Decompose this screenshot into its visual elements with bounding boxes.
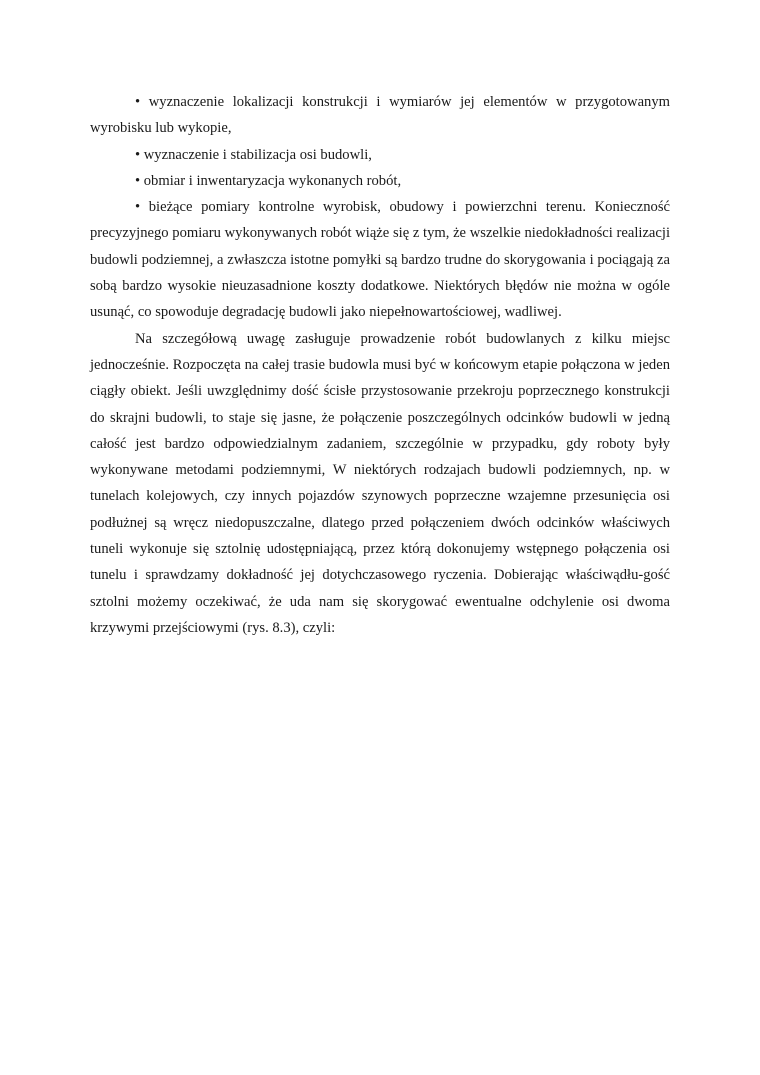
document-page <box>90 89 670 641</box>
bullet-item: • wyznaczenie lokalizacji konstrukcji i wymiarów jej elementów w przygotowanym wyrobisku lub wykopie, <box>90 94 670 137</box>
bullet-item: • wyznaczenie i stabilizacja osi budowli, <box>135 146 372 163</box>
bullet-item: • bieżące pomiary kontrolne wyrobisk, obudowy i powierzchni terenu. Konieczność precyzyjnego pomiaru wykonywanych robót wiąże się z tym, że wszelkie niedokładności realizacji budowli podziemnej, a zwłaszcza istotne pomyłki są bardzo trudne do skorygowania i pociągają za sobą bardzo wysokie nieuzasadnione koszty dodatkowe. Niektórych błędów nie można w ogóle usunąć, co spowoduje degradację budowli jako niepełnowartościowej, wadliwej. <box>90 199 670 321</box>
bullet-item: • obmiar i inwentaryzacja wykonanych robót, <box>135 172 402 189</box>
body-paragraph: Na szczegółową uwagę zasługuje prowadzenie robót budowlanych z kilku miejsc jednocześnie. Rozpoczęta na całej trasie budowla musi być w końcowym etapie połączona w jeden ciągły obiekt. Jeśli uwzględnimy dość ścisłe przystosowanie przekroju poprzecznego konstrukcji do skrajni budowli, to staje się jasne, że połączenie poszczególnych odcinków budowli w jedną całość jest bardzo odpowiedzialnym zadaniem, szczególnie w przypadku, gdy roboty były wykonywane metodami podziemnymi, W niektórych rodzajach budowli podziemnych, np. w tunelach kolejowych, czy innych pojazdów szynowych poprzeczne wzajemne przesunięcia osi podłużnej są wręcz niedopuszczalne, dlatego przed połączeniem dwóch odcinków właściwych tuneli wykonuje się sztolnię udostępniającą, przez którą dokonujemy wstępnego połączenia osi tunelu i sprawdzamy dokładność jej dotychczasowego ryczenia. Dobierając właściwądłu-gość sztolni możemy oczekiwać, że uda nam się skorygować ewentualne odchylenie osi dwoma krzywymi przejściowymi (rys. 8.3), czyli: <box>90 330 670 636</box>
